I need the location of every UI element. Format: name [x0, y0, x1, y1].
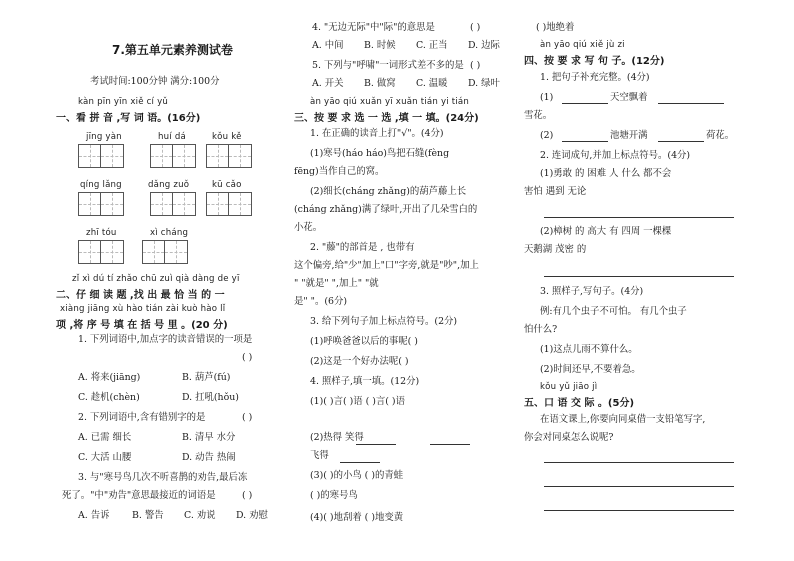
- s2-q4-opt-a: A. 中间: [312, 40, 344, 51]
- writing-grid-4[interactable]: [78, 192, 124, 216]
- s4-q1-l1b: 天空飘着: [610, 92, 648, 103]
- word-pinyin-4: qíng lǎng: [80, 180, 122, 190]
- answer-line[interactable]: [544, 510, 734, 511]
- s2-q3-line2: 死了。"中"劝告"意思最接近的词语是: [62, 490, 216, 501]
- s2-q5-bracket: ( ): [470, 60, 481, 71]
- writing-grid-5[interactable]: [150, 192, 196, 216]
- s4-q1: 1. 把句子补充完整。(4分): [540, 72, 650, 83]
- s3-q2-l4: 是" "。(6分): [294, 296, 348, 307]
- s3-q1-l4: (cháng zhǎng)满了绿叶,开出了几朵雪白的: [294, 204, 478, 215]
- column-left: [56, 0, 282, 561]
- s3-q1-l3: (2)细长(cháng zhǎng)的葫芦藤上长: [310, 186, 467, 197]
- s3-q4-l4: (3)( )的小鸟 ( )的青蛙: [310, 470, 404, 481]
- s2-pinyin-2: xiàng jiāng xù hào tián zài kuò hào lǐ: [60, 304, 226, 314]
- word-pinyin-2: huí dá: [158, 132, 186, 142]
- blank-line[interactable]: [356, 444, 396, 445]
- s2-q1-bracket: ( ): [242, 352, 253, 363]
- s4-q3-l4: (2)时间还早,不要着急。: [540, 364, 641, 375]
- s4-heading: 四、按 要 求 写 句 子。(12分): [524, 56, 665, 67]
- s2-pinyin-1: zǐ xì dú tí zhǎo chū zuì qià dàng de yī: [72, 274, 240, 284]
- page-title: 7.第五单元素养测试卷: [112, 43, 233, 57]
- s3-q4-l2: (2)热得 笑得: [310, 432, 364, 443]
- s4-q1-l3b: 池塘开满: [610, 130, 648, 141]
- s2-q3-line1: 3. 与"寒号鸟几次不听喜鹊的劝告,最后冻: [78, 472, 248, 483]
- s2-q2-opt-d: D. 动告 热闹: [182, 452, 236, 463]
- s2-q2: 2. 下列词语中,含有错别字的是: [78, 412, 206, 423]
- s2-q2-opt-b: B. 清早 水分: [182, 432, 236, 443]
- s5-l2: 你会对同桌怎么说呢?: [524, 432, 614, 443]
- s2-q5-opt-c: C. 温暖: [416, 78, 448, 89]
- s1-pinyin: kàn pīn yīn xiě cí yǔ: [78, 97, 169, 107]
- s2-q1-opt-d: D. 扛吼(hǒu): [182, 392, 239, 403]
- s2-q3-opt-b: B. 警告: [132, 510, 164, 521]
- s3-q4-l6: (4)( )地刮着 ( )地变黄: [310, 512, 404, 523]
- s4-q2: 2. 连词成句,并加上标点符号。(4分): [540, 150, 691, 161]
- blank-line[interactable]: [658, 103, 724, 104]
- blank-line[interactable]: [658, 141, 704, 142]
- answer-line[interactable]: [544, 276, 734, 277]
- s4-q3-l2: 怕什么?: [524, 324, 558, 335]
- writing-grid-1[interactable]: [78, 144, 124, 168]
- s3-pinyin: àn yāo qiú xuǎn yī xuǎn tián yi tián: [310, 97, 470, 107]
- writing-grid-3[interactable]: [206, 144, 252, 168]
- s4-q3-l3: (1)这点儿雨不算什么。: [540, 344, 638, 355]
- blank-line[interactable]: [340, 462, 380, 463]
- s3-q2-l1: 2. "藤"的部首是 , 也带有: [310, 242, 415, 253]
- s2-q2-opt-c: C. 大活 山腰: [78, 452, 132, 463]
- answer-line[interactable]: [544, 217, 734, 218]
- s4-q2-l2: 害怕 遇到 无论: [524, 186, 587, 197]
- s2-q3-opt-c: C. 劝说: [184, 510, 216, 521]
- s3-q1-l2: fēng)当作自己的窝。: [294, 166, 385, 177]
- s3-q2-l3: " "就是" ",加上" "就: [294, 278, 379, 289]
- s3-q1-l5: 小花。: [294, 222, 323, 233]
- s4-q3: 3. 照样子,写句子。(4分): [540, 286, 644, 297]
- s3-q4-l5: ( )的寒号鸟: [310, 490, 358, 501]
- s2-q5: 5. 下列与"呼啸"一词形式差不多的是: [312, 60, 464, 71]
- s4-q1-l3c: 荷花。: [706, 130, 735, 141]
- answer-line[interactable]: [544, 486, 734, 487]
- word-pinyin-1: jīng yàn: [86, 132, 122, 142]
- s1-heading: 一、看 拼 音 ,写 词 语。(16分): [56, 113, 201, 124]
- s3-q4-l1: (1)( )言( )语 ( )言( )语: [310, 396, 405, 407]
- s2-heading-2: 项 ,将 序 号 填 在 括 号 里 。(20 分): [56, 320, 228, 331]
- s2-q4: 4. "无边无际"中"际"的意思是: [312, 22, 435, 33]
- writing-grid-7[interactable]: [78, 240, 124, 264]
- s2-q4-opt-c: C. 正当: [416, 40, 448, 51]
- writing-grid-6[interactable]: [206, 192, 252, 216]
- answer-line[interactable]: [544, 462, 734, 463]
- s2-q1-opt-b: B. 葫芦(fú): [182, 372, 231, 383]
- word-pinyin-7: zhī tóu: [86, 228, 117, 238]
- column-middle: [294, 0, 512, 561]
- s4-q1-l3a: (2): [540, 130, 554, 141]
- s3-q4-l7: ( )地绝着: [536, 22, 575, 33]
- word-pinyin-5: dǎng zuǒ: [148, 180, 190, 190]
- writing-grid-2[interactable]: [150, 144, 196, 168]
- column-right: [526, 0, 748, 561]
- s5-heading: 五、口 语 交 际 。(5分): [524, 398, 635, 409]
- writing-grid-8[interactable]: [142, 240, 188, 264]
- s2-q2-opt-a: A. 已需 细长: [78, 432, 132, 443]
- s2-q1-opt-a: A. 将来(jiāng): [78, 372, 141, 383]
- exam-info: 考试时间:100分钟 满分:100分: [90, 76, 220, 87]
- s5-l1: 在语文课上,你要向同桌借一支铅笔写字,: [540, 414, 706, 425]
- s3-heading: 三、按 要 求 选 一 选 ,填 一 填。(24分): [294, 113, 479, 124]
- s2-q3-bracket: ( ): [242, 490, 253, 501]
- s4-q1-l1a: (1): [540, 92, 554, 103]
- s3-q4-l3: 飞得: [310, 450, 329, 461]
- s3-q1: 1. 在正确的读音上打"√"。(4分): [310, 128, 444, 139]
- s2-heading-1: 二、仔 细 读 题 ,找 出 最 恰 当 的 一: [56, 290, 225, 301]
- blank-line[interactable]: [430, 444, 470, 445]
- s2-q2-bracket: ( ): [242, 412, 253, 423]
- s4-q2-l1: (1)勇敢 的 困难 人 什么 都不会: [540, 168, 672, 179]
- s3-q4: 4. 照样子,填一填。(12分): [310, 376, 420, 387]
- word-pinyin-3: kǒu kě: [212, 132, 242, 142]
- s2-q5-opt-b: B. 做窝: [364, 78, 396, 89]
- s3-q2-l2: 这个偏旁,给"少"加上"口"字旁,就是"吵",加上: [294, 260, 479, 271]
- s2-q4-bracket: ( ): [470, 22, 481, 33]
- s4-pinyin: àn yāo qiú xiě jù zi: [540, 40, 625, 50]
- word-pinyin-8: xì cháng: [150, 228, 189, 238]
- s2-q3-opt-d: D. 劝慰: [236, 510, 268, 521]
- s2-q4-opt-b: B. 时候: [364, 40, 396, 51]
- s4-q3-l1: 例:有几个虫子不可怕。 有几个虫子: [540, 306, 687, 317]
- s4-q2-l3: (2)樟树 的 高大 有 四周 一棵棵: [540, 226, 672, 237]
- s3-q3: 3. 给下列句子加上标点符号。(2分): [310, 316, 458, 327]
- s3-q1-l1: (1)寒号(háo háo)鸟把石缝(fèng: [310, 148, 450, 159]
- s2-q4-opt-d: D. 边际: [468, 40, 500, 51]
- s3-q3-l2: (2)这是一个好办法呢( ): [310, 356, 409, 367]
- s3-q3-l1: (1)呼唤爸爸以后的事呢( ): [310, 336, 418, 347]
- s2-q3-opt-a: A. 告诉: [78, 510, 110, 521]
- blank-line[interactable]: [562, 103, 608, 104]
- s2-q5-opt-a: A. 开关: [312, 78, 344, 89]
- s4-q2-l4: 天鹅湖 茂密 的: [524, 244, 587, 255]
- s2-q5-opt-d: D. 绿叶: [468, 78, 500, 89]
- s5-pinyin: kǒu yǔ jiāo jì: [540, 382, 598, 392]
- s2-q1-opt-c: C. 趁机(chèn): [78, 392, 140, 403]
- blank-line[interactable]: [562, 141, 608, 142]
- s4-q1-l2: 雪花。: [524, 110, 553, 121]
- s2-q1-line1: 1. 下列词语中,加点字的读音错误的一项是: [78, 334, 253, 345]
- word-pinyin-6: kū cǎo: [212, 180, 242, 190]
